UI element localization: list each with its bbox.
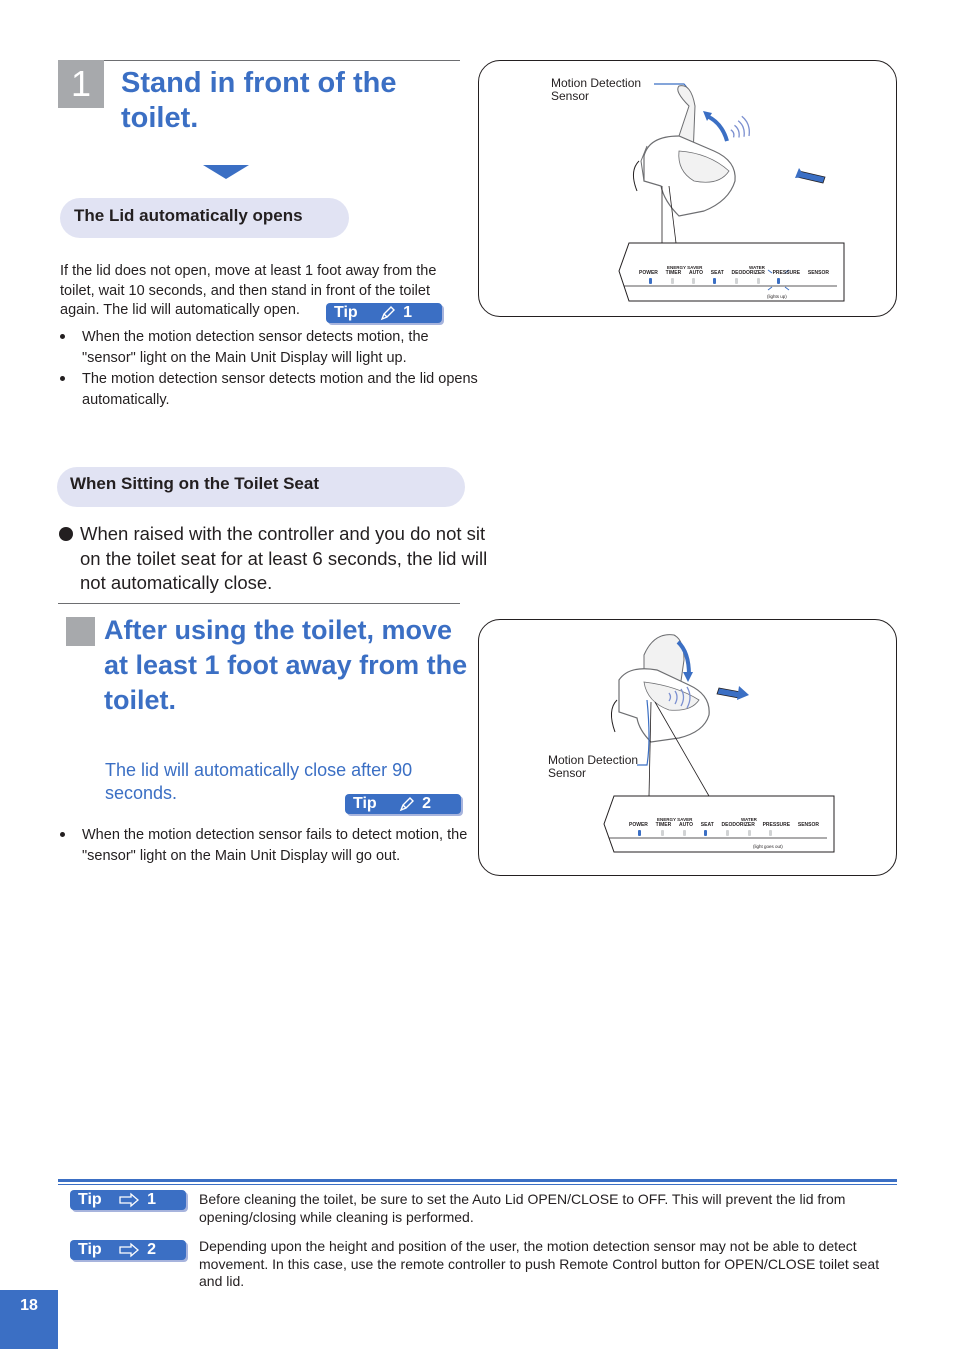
step-2-box [66,617,95,646]
pencil-icon [397,796,415,812]
list-item [58,825,478,866]
tip-number: 2 [147,1241,156,1258]
sitting-heading: When Sitting on the Toilet Seat [57,467,465,507]
tip-number: 1 [403,304,412,321]
footer-rule [58,1179,897,1182]
toilet-illustration [479,61,896,316]
tip-2-badge [345,794,461,814]
bullet-text: The motion detection sensor detects motion and the lid opens automatically. [82,371,478,408]
tip-label: Tip [78,1191,102,1208]
sitting-text: When raised with the controller and you do not sit on the toilet seat for at least 6 seconds, the lid will not automatically close. [80,523,488,593]
tip-label: Tip [78,1241,102,1258]
step-2-title: After using the toilet, move at least 1 foot away from the toilet. [104,615,468,715]
step-number-box: 1 [58,60,104,108]
tip-number: 1 [147,1191,156,1208]
pencil-icon [378,305,396,321]
lid-opens-heading: The Lid automatically opens [60,198,349,238]
bullet-text: When the motion detection sensor detects motion, the "sensor" light on the Main Unit Display will light up. [82,329,429,366]
tip-label: Tip [353,795,377,812]
footer-rule-thin [58,1184,897,1185]
step-2-bullets [58,825,478,867]
step-2-subtitle: The lid will automatically close after 90 seconds. [105,760,413,803]
footer-tip-1-badge [70,1190,186,1210]
panel-note: (lights up) [767,294,787,299]
sensor-label: Motion Detection Sensor [551,76,642,103]
water-label: WATER [749,265,765,270]
arrow-right-icon [118,1192,140,1208]
section-divider [58,603,460,604]
footer-tip-2-badge [70,1240,186,1260]
footer-tip-1-text: Before cleaning the toilet, be sure to set the Auto Lid OPEN/CLOSE to OFF. This will prevent the lid from opening/closing while cleaning is performed. [199,1191,846,1225]
figure-lid-closing [478,619,897,876]
step-1-bullets [58,327,478,411]
panel-note: (light goes out) [753,844,783,849]
down-arrow-icon [203,165,249,179]
bullet-icon [59,527,73,541]
tip-label: Tip [334,304,358,321]
bullet-text: When the motion detection sensor fails to detect motion, the "sensor" light on the Main Unit Display will go out. [82,827,468,864]
lid-open-paragraph: If the lid does not open, move at least 1 foot away from the toilet, wait 10 seconds, and then stand in front of the toilet again. The lid will automatically open. [60,263,437,318]
list-item [58,369,478,410]
bullet-icon [60,376,65,381]
energy-saver-label: ENERGY SAVER [657,817,693,822]
tip-1-badge [326,303,442,323]
list-item [58,327,478,368]
water-label: WATER [741,817,757,822]
tip-number: 2 [422,795,431,812]
page-number: 18 [0,1290,58,1349]
bullet-icon [60,334,65,339]
bullet-icon [60,832,65,837]
step-1-title: Stand in front of the toilet. [121,67,397,134]
sensor-label: Motion Detection Sensor [548,753,639,780]
arrow-right-icon [118,1242,140,1258]
step-top-rule [104,60,460,61]
energy-saver-label: ENERGY SAVER [667,265,703,270]
panel-buttons: POWER TIMER AUTO SEAT DEODORIZER PRESSURE SENSOR [639,270,829,276]
figure-lid-opening [478,60,897,317]
toilet-illustration [479,620,896,875]
panel-buttons: POWER TIMER AUTO SEAT DEODORIZER PRESSURE SENSOR [629,822,819,828]
footer-tip-2-text: Depending upon the height and position of the user, the motion detection sensor may not be able to detect movement. In this case, use the remote controller to push Remote Control button for OPEN/CLOSE toilet seat and lid. [199,1238,880,1289]
